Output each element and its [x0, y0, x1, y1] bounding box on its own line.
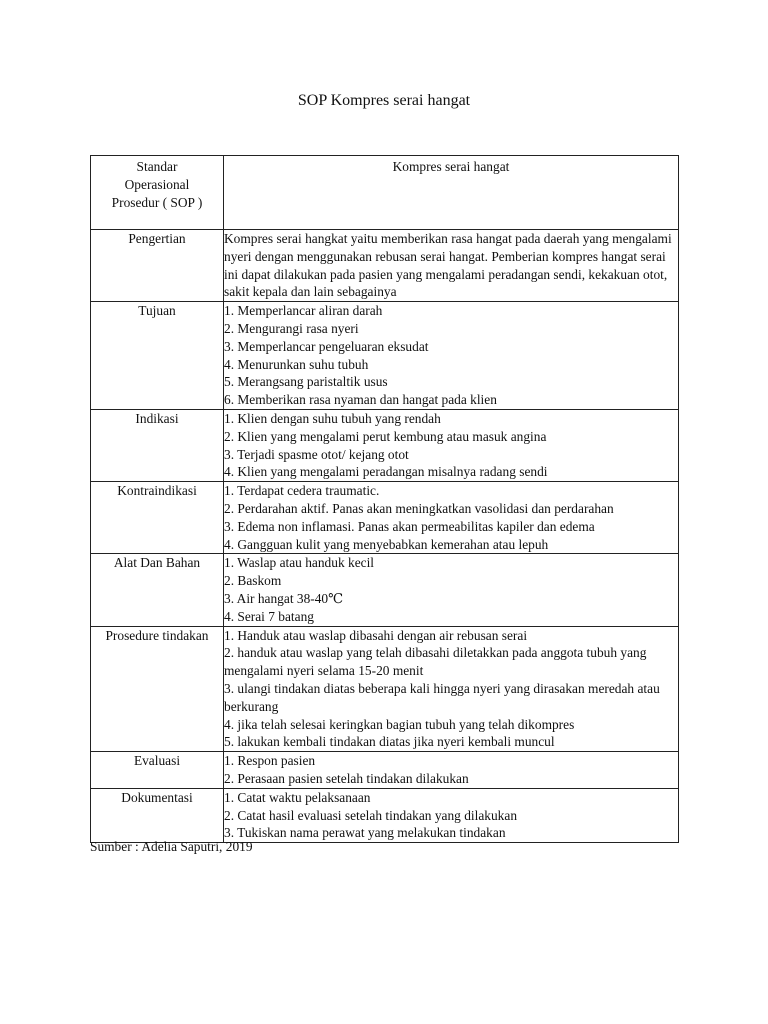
list-item: 3. Air hangat 38-40℃: [224, 590, 344, 606]
pengertian-paragraph: Kompres serai hangkat yaitu memberikan rasa hangat pada daerah yang mengalami nyeri dengan menggunakan rebusan serai hangat. Pemberian kompres hangat serai ini dapat dilakukan pada pasien yang mengalami peradangan sendi, kekakuan otot, sakit kepala dan lain sebagainya: [224, 231, 672, 300]
list-item: 3. Tukiskan nama perawat yang melakukan tindakan: [224, 825, 506, 841]
list-item: 3. ulangi tindakan diatas beberapa kali hingga nyeri yang dirasakan meredah atau berkurang: [224, 680, 660, 714]
table-row-dokumentasi: [91, 788, 679, 842]
table-row-kontraindikasi: [91, 482, 679, 554]
header-value-cell: Kompres serai hangat: [224, 156, 679, 230]
list-item: 6. Memberikan rasa nyaman dan hangat pada klien: [224, 392, 497, 408]
row-content: [224, 626, 679, 752]
row-label: Pengertian: [91, 230, 224, 302]
list-item: 2. Baskom: [224, 573, 282, 589]
row-content: [224, 788, 679, 842]
list-item: 2. Catat hasil evaluasi setelah tindakan yang dilakukan: [224, 807, 518, 823]
row-content: [224, 409, 679, 481]
list-item: 2. handuk atau waslap yang telah dibasahi diletakkan pada anggota tubuh yang mengalami nyeri selama 15-20 menit: [224, 645, 647, 679]
table-row-tujuan: [91, 302, 679, 410]
header-label-line: Prosedur ( SOP ): [111, 194, 203, 210]
row-content: [224, 554, 679, 626]
table-row-header: [91, 156, 679, 230]
row-content: [224, 230, 679, 302]
list-item: 1. Catat waktu pelaksanaan: [224, 789, 371, 805]
table-row-alat-dan-bahan: [91, 554, 679, 626]
header-label-cell: [91, 156, 224, 230]
list-item: 3. Edema non inflamasi. Panas akan permeabilitas kapiler dan edema: [224, 518, 595, 534]
list-item: 1. Terdapat cedera traumatic.: [224, 483, 380, 499]
table-row-evaluasi: [91, 752, 679, 789]
list-item: 1. Klien dengan suhu tubuh yang rendah: [224, 410, 441, 426]
sop-table: [90, 155, 679, 843]
row-label: Dokumentasi: [91, 788, 224, 842]
list-item: 2. Perdarahan aktif. Panas akan meningkatkan vasolidasi dan perdarahan: [224, 500, 614, 516]
list-item: 4. Klien yang mengalami peradangan misalnya radang sendi: [224, 464, 548, 480]
row-content: [224, 482, 679, 554]
list-item: 2. Perasaan pasien setelah tindakan dilakukan: [224, 770, 469, 786]
list-item: 3. Memperlancar pengeluaran eksudat: [224, 338, 429, 354]
list-item: 2. Mengurangi rasa nyeri: [224, 320, 359, 336]
header-label-line: Operasional: [124, 176, 190, 192]
list-item: 4. Gangguan kulit yang menyebabkan kemerahan atau lepuh: [224, 536, 549, 552]
list-item: 5. Merangsang paristaltik usus: [224, 374, 388, 390]
table-row-pengertian: [91, 230, 679, 302]
table-row-indikasi: [91, 409, 679, 481]
row-label: Tujuan: [91, 302, 224, 410]
document-title: SOP Kompres serai hangat: [297, 92, 471, 109]
row-label: Prosedure tindakan: [91, 626, 224, 752]
list-item: 1. Respon pasien: [224, 753, 316, 769]
list-item: 2. Klien yang mengalami perut kembung atau masuk angina: [224, 428, 547, 444]
row-label: Alat Dan Bahan: [91, 554, 224, 626]
row-label: Evaluasi: [91, 752, 224, 789]
header-label-line: Standar: [136, 159, 178, 174]
row-label: Indikasi: [91, 409, 224, 481]
list-item: 4. Menurunkan suhu tubuh: [224, 356, 369, 372]
list-item: 1. Waslap atau handuk kecil: [224, 555, 375, 571]
list-item: 1. Memperlancar aliran darah: [224, 303, 383, 319]
table-row-prosedure-tindakan: [91, 626, 679, 752]
list-item: 3. Terjadi spasme otot/ kejang otot: [224, 446, 409, 462]
row-content: [224, 752, 679, 789]
row-label: Kontraindikasi: [91, 482, 224, 554]
list-item: 1. Handuk atau waslap dibasahi dengan air rebusan serai: [224, 627, 528, 643]
list-item: 4. jika telah selesai keringkan bagian tubuh yang telah dikompres: [224, 716, 575, 732]
list-item: 4. Serai 7 batang: [224, 608, 314, 624]
source-citation: Sumber : Adelia Saputri, 2019: [90, 839, 253, 854]
row-content: [224, 302, 679, 410]
list-item: 5. lakukan kembali tindakan diatas jika nyeri kembali muncul: [224, 734, 555, 750]
